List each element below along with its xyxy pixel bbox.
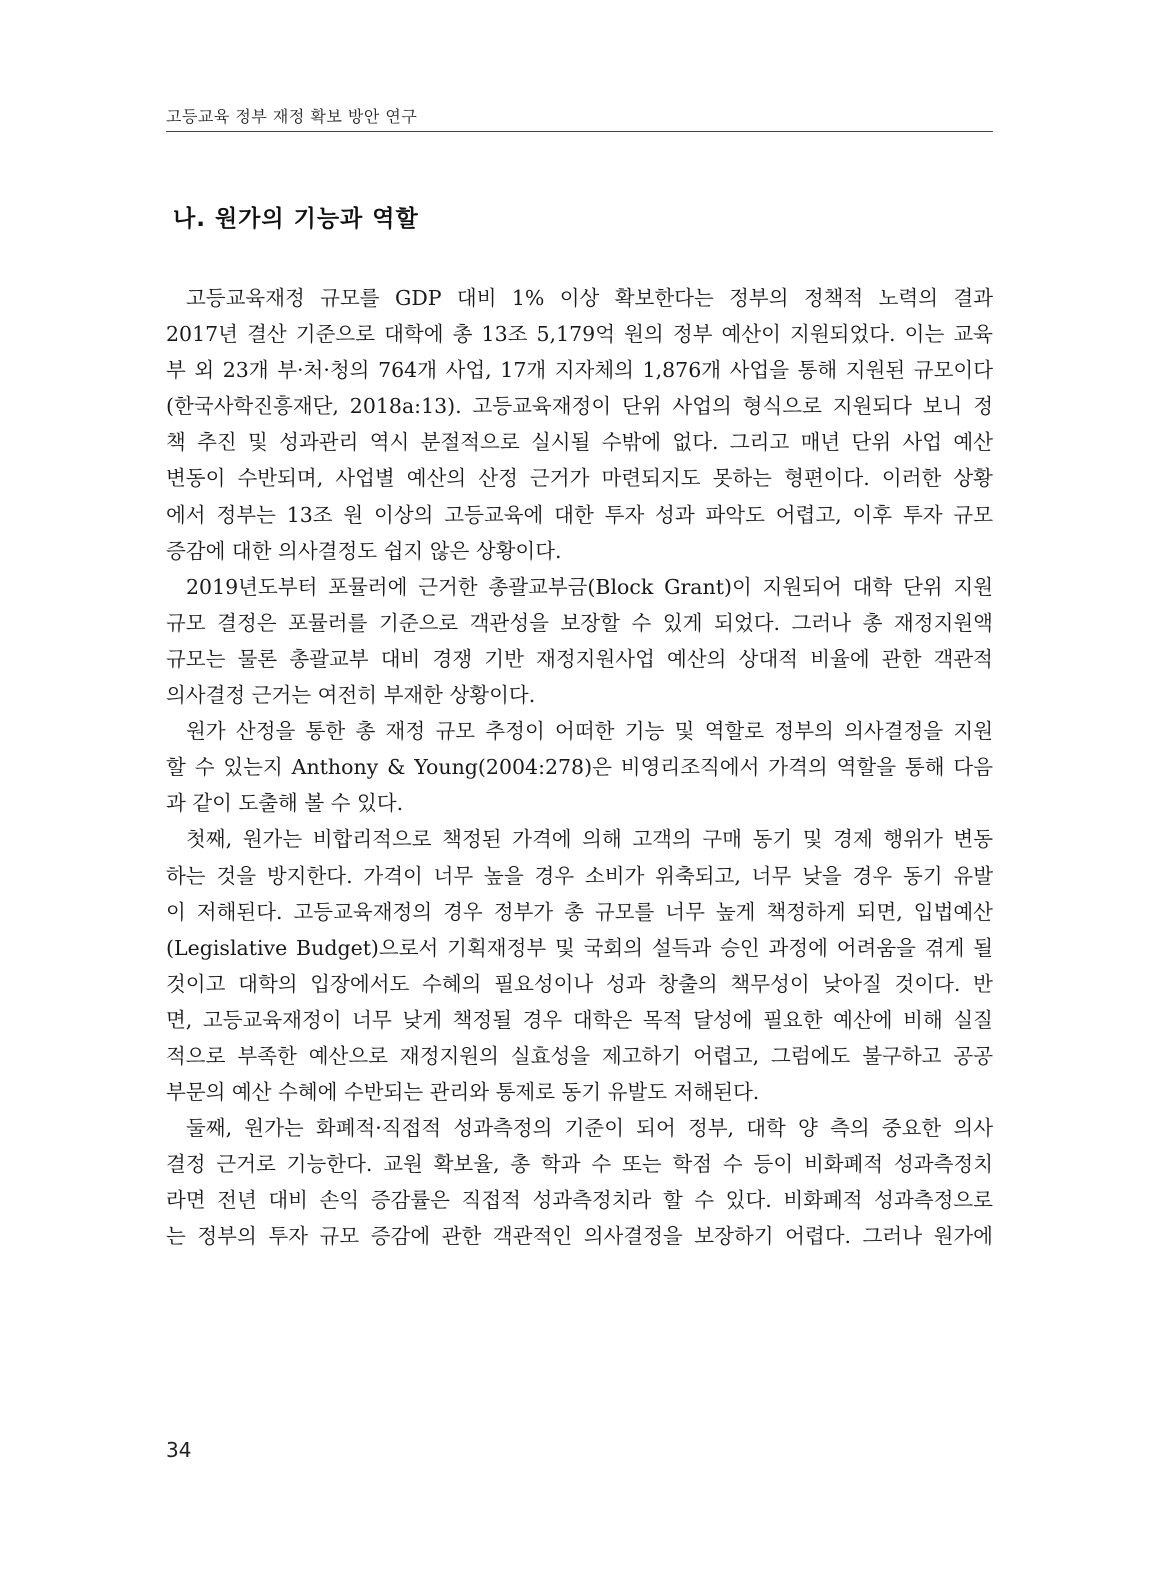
paragraph-line: 의사결정 근거는 여전히 부재한 상황이다. [166, 683, 536, 708]
section-title: 나. 원가의 기능과 역할 [173, 206, 419, 232]
paragraph-line: 는 정부의 투자 규모 증감에 관한 객관적인 의사결정을 보장하기 어렵다. 그러나 원가에 [166, 1224, 993, 1249]
paragraph-line: 2017년 결산 기준으로 대학에 총 13조 5,179억 원의 정부 예산이 지원되었다. 이는 교육 [166, 322, 993, 347]
paragraph-line: 할 수 있는지 Anthony & Young(2004:278)은 비영리조직에서 가격의 역할을 통해 다음 [166, 755, 993, 780]
paragraph-line: 첫째, 원가는 비합리적으로 책정된 가격에 의해 고객의 구매 동기 및 경제 행위가 변동 [186, 827, 993, 852]
paragraph-line: 책 추진 및 성과관리 역시 분절적으로 실시될 수밖에 없다. 그리고 매년 단위 사업 예산 [166, 430, 993, 455]
paragraph-line: 에서 정부는 13조 원 이상의 고등교육에 대한 투자 성과 파악도 어렵고, 이후 투자 규모 [166, 502, 993, 527]
paragraph-line: 원가 산정을 통한 총 재정 규모 추정이 어떠한 기능 및 역할로 정부의 의사결정을 지원 [186, 719, 993, 744]
paragraph-line: 결정 근거로 기능한다. 교원 확보율, 총 학과 수 또는 학점 수 등이 비화폐적 성과측정치 [166, 1152, 993, 1177]
body-text [166, 280, 993, 1255]
paragraph-line: 증감에 대한 의사결정도 쉽지 않은 상황이다. [166, 538, 562, 563]
paragraph-line: 라면 전년 대비 손익 증감률은 직접적 성과측정치라 할 수 있다. 비화폐적 성과측정으로 [166, 1188, 993, 1213]
paragraph-line: 규모 결정은 포뮬러를 기준으로 객관성을 보장할 수 있게 되었다. 그러나 총 재정지원액 [166, 610, 993, 635]
paragraph-line: 것이고 대학의 입장에서도 수혜의 필요성이나 성과 창출의 책무성이 낮아질 것이다. 반 [166, 971, 993, 996]
paragraph-line: 변동이 수반되며, 사업별 예산의 산정 근거가 마련되지도 못하는 형편이다. 이러한 상황 [166, 466, 993, 491]
running-header: 고등교육 정부 재정 확보 방안 연구 [166, 107, 418, 126]
paragraph-line: 면, 고등교육재정이 너무 낮게 책정될 경우 대학은 목적 달성에 필요한 예산에 비해 실질 [166, 1007, 993, 1032]
paragraph-line: 규모는 물론 총괄교부 대비 경쟁 기반 재정지원사업 예산의 상대적 비율에 관한 객관적 [166, 646, 993, 671]
paragraph-line: 이 저해된다. 고등교육재정의 경우 정부가 총 규모를 너무 높게 책정하게 되면, 입법예산 [166, 899, 993, 924]
paragraph-line: 고등교육재정 규모를 GDP 대비 1% 이상 확보한다는 정부의 정책적 노력의 결과 [186, 286, 993, 310]
paragraph-line: 과 같이 도출해 볼 수 있다. [166, 791, 404, 816]
paragraph-line: 부 외 23개 부·처·청의 764개 사업, 17개 지자체의 1,876개 사업을 통해 지원된 규모이다 [166, 358, 993, 383]
paragraph-line: 적으로 부족한 예산으로 재정지원의 실효성을 제고하기 어렵고, 그럼에도 불구하고 공공 [166, 1043, 993, 1068]
paragraph-line: 하는 것을 방지한다. 가격이 너무 높을 경우 소비가 위축되고, 너무 낮을 경우 동기 유발 [166, 863, 993, 888]
header-divider [166, 131, 993, 132]
paragraph-line: 둘째, 원가는 화폐적·직접적 성과측정의 기준이 되어 정부, 대학 양 측의 중요한 의사 [186, 1116, 993, 1141]
paragraph-line: 부문의 예산 수혜에 수반되는 관리와 통제로 동기 유발도 저해된다. [166, 1080, 760, 1105]
page-number: 34 [166, 1438, 192, 1462]
paragraph-line: 2019년도부터 포뮬러에 근거한 총괄교부금(Block Grant)이 지원되어 대학 단위 지원 [186, 574, 993, 599]
paragraph-line: (한국사학진흥재단, 2018a:13). 고등교육재정이 단위 사업의 형식으로 지원되다 보니 정 [166, 394, 993, 419]
paragraph-line: (Legislative Budget)으로서 기획재정부 및 국회의 설득과 승인 과정에 어려움을 겪게 될 [166, 935, 993, 960]
